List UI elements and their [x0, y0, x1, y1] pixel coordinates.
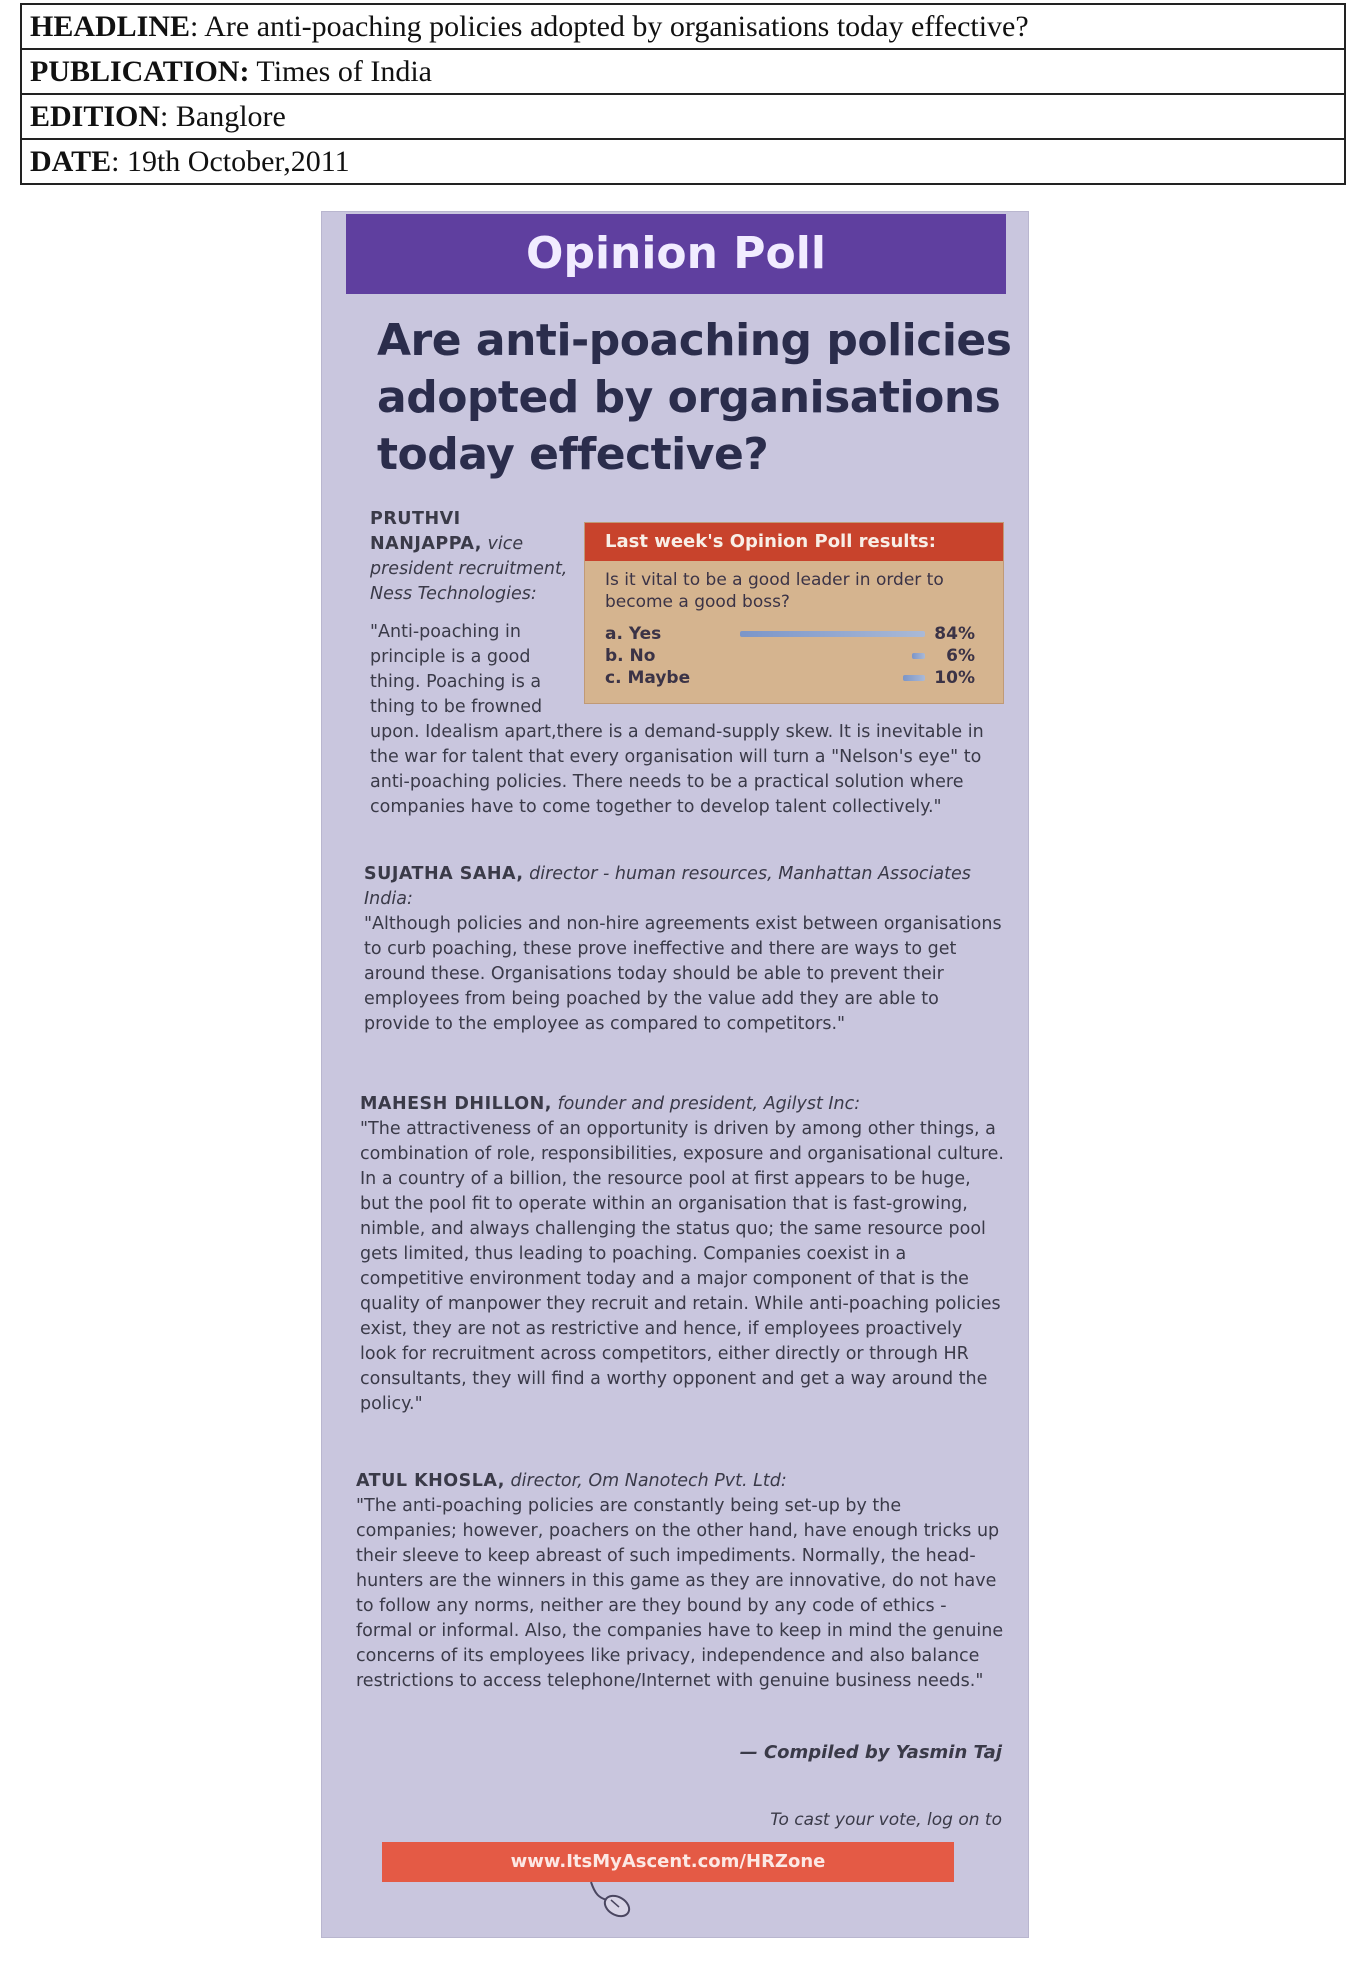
- edition-value: : Banglore: [160, 100, 286, 133]
- quote-3-body: "The attractiveness of an opportunity is driven by among other things, a combination of role, responsibilities, exposure and organisational culture. In a country of a billion, the resource pool at first appears to be huge, but the pool fit to operate within an organisation that is fast-growing, nimble, and always challenging the status quo; the same resource pool gets limited, thus leading to poaching. Companies coexist in a competitive environment today and a major component of that is the quality of manpower they recruit and retain. While anti-poaching policies exist, they are not as restrictive and hence, if employees proactively look for recruitment across competitors, either directly or through HR consultants, they will find a worthy opponent and get a way around the policy.": [360, 1119, 1004, 1414]
- newspaper-clipping: [322, 212, 1028, 1937]
- date-row: [22, 140, 1344, 183]
- poll-option-maybe: [605, 667, 975, 689]
- quote-2-name: SUJATHA SAHA,: [364, 864, 524, 884]
- quote-4-body: "The anti-poaching policies are constantly being set-up by the companies; however, poachers on the other hand, have enough tricks up their sleeve to keep abreast of such impediments. Normally, the head-hunters are the winners in this game as they are innovative, do not have to follow any norms, neither are they bound by any code of ethics - formal or informal. Also, the companies have to keep in mind the genuine concerns of its employees like privacy, independence and also balance restrictions to access telephone/Internet with genuine business needs.": [356, 1496, 1004, 1691]
- quote-1-intro: [370, 507, 570, 607]
- date-key: DATE: [30, 145, 112, 178]
- quote-4: [356, 1469, 1004, 1694]
- poll-option-yes: [605, 623, 975, 645]
- quote-3: [360, 1092, 1004, 1417]
- poll-option-label: c. Maybe: [605, 668, 691, 688]
- poll-bar: [903, 675, 925, 681]
- poll-results-box: [584, 522, 1004, 704]
- opinion-poll-banner: Opinion Poll: [346, 214, 1006, 294]
- publication-value: Times of India: [249, 55, 432, 88]
- headline-key: HEADLINE: [30, 10, 191, 43]
- poll-option-label: a. Yes: [605, 624, 662, 644]
- quote-1-name: PRUTHVI NANJAPPA,: [370, 509, 482, 554]
- poll-option-no: [605, 645, 975, 667]
- quote-2: [364, 862, 1004, 1037]
- publication-key: PUBLICATION:: [30, 55, 250, 88]
- quote-3-name: MAHESH DHILLON,: [360, 1094, 552, 1114]
- edition-row: [22, 95, 1344, 140]
- poll-bar: [740, 631, 925, 637]
- quote-1-role: vice president recruitment, Ness Technologies:: [370, 534, 568, 604]
- compiled-by-credit: — Compiled by Yasmin Taj: [739, 1742, 1002, 1763]
- date-value: : 19th October,2011: [111, 145, 350, 178]
- article-headline: Are anti-poaching policies adopted by organisations today effective?: [377, 315, 1012, 480]
- quote-4-name: ATUL KHOSLA,: [356, 1471, 505, 1491]
- poll-option-percent: 84%: [934, 624, 975, 644]
- publication-row: [22, 50, 1344, 95]
- poll-option-percent: 6%: [946, 646, 975, 666]
- quote-3-role: founder and president, Agilyst Inc:: [557, 1094, 861, 1114]
- computer-mouse-icon: [589, 1880, 635, 1920]
- headline-value: : Are anti-poaching policies adopted by organisations today effective?: [190, 10, 1029, 43]
- edition-key: EDITION: [30, 100, 161, 133]
- headline-row: [22, 5, 1344, 50]
- quote-2-body: "Although policies and non-hire agreements exist between organisations to curb poaching, these prove ineffective and there are ways to get around these. Organisations today should be able to prevent their employees from being poached by the value add they are able to provide to the employee as compared to competitors.": [364, 914, 1002, 1034]
- poll-option-percent: 10%: [934, 668, 975, 688]
- clipping-metadata-table: [20, 3, 1346, 185]
- poll-heading: Last week's Opinion Poll results:: [585, 523, 1003, 561]
- poll-question: Is it vital to be a good leader in order to become a good boss?: [605, 570, 944, 612]
- poll-bar: [912, 653, 925, 659]
- quote-1-body: "Anti-poaching in principle is a good thing. Poaching is a thing to be frowned upon. Idealism apart,there is a demand-supply skew. It is inevitable in the war for talent that every organisation will turn a "Nelson's eye" to anti-poaching policies. There needs to be a practical solution where companies have to come together to develop talent collectively.": [370, 622, 984, 817]
- cast-vote-text: To cast your vote, log on to: [770, 1810, 1002, 1830]
- quote-2-role: director - human resources, Manhattan Associates India:: [364, 864, 971, 909]
- poll-option-label: b. No: [605, 646, 656, 666]
- quote-4-role: director, Om Nanotech Pvt. Ltd:: [510, 1471, 787, 1491]
- hrzone-link[interactable]: www.ItsMyAscent.com/HRZone: [382, 1842, 954, 1882]
